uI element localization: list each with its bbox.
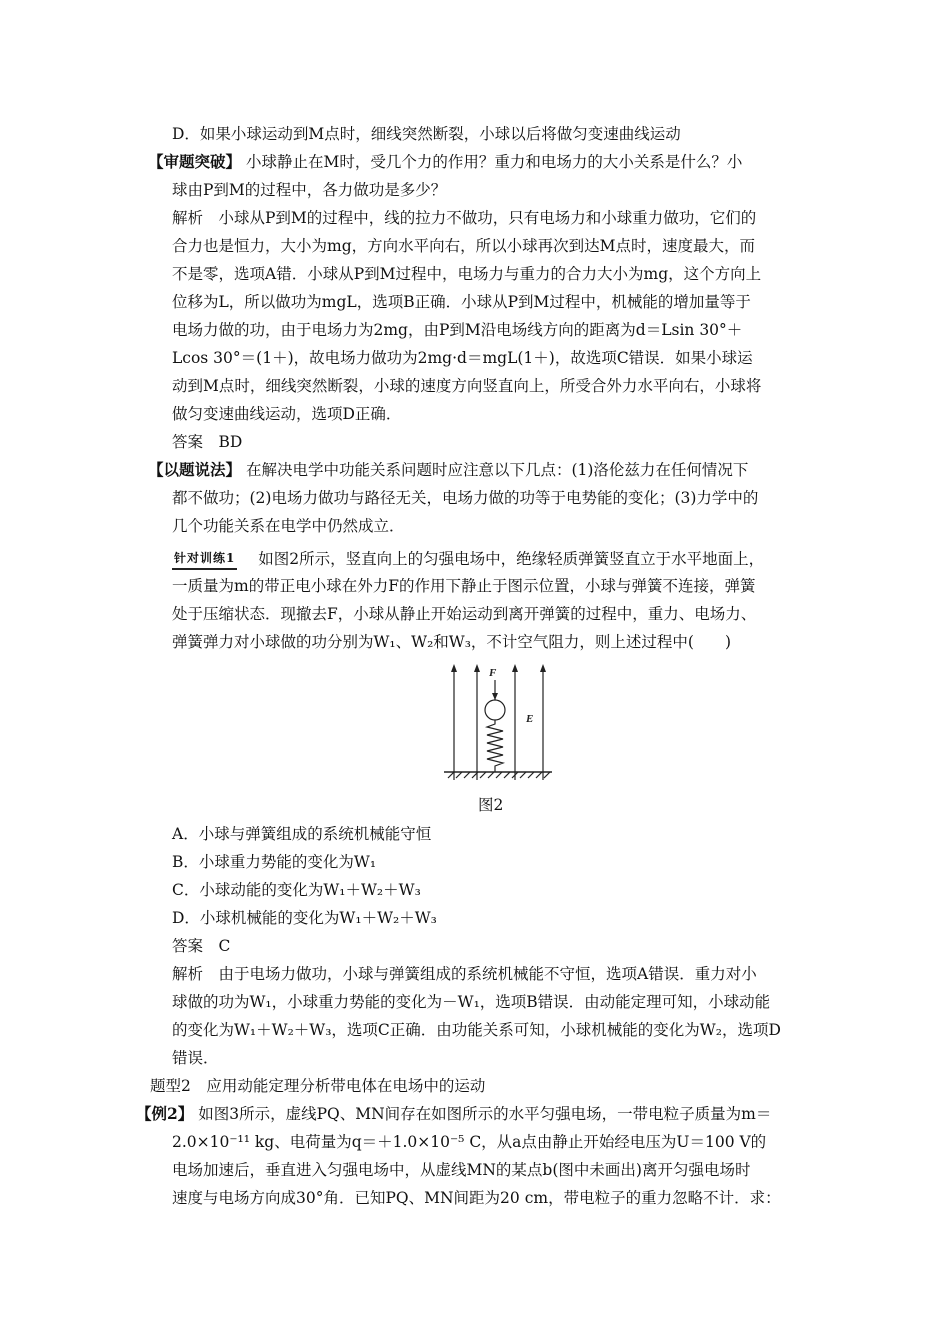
choice-b: B．小球重力势能的变化为W₁ xyxy=(172,853,377,871)
choice-c: C．小球动能的变化为W₁＋W₂＋W₃ xyxy=(172,881,421,899)
answer-1: 答案 BD xyxy=(172,433,243,451)
yiti-label: 【以题说法】 xyxy=(148,460,242,479)
example2-line-4: 速度与电场方向成30°角．已知PQ、MN间距为20 cm，带电粒子的重力忽略不计．求： xyxy=(172,1189,781,1207)
section-heading: 题型2 应用动能定理分析带电体在电场中的运动 xyxy=(150,1077,486,1095)
analysis-line-3: 不是零，选项A错．小球从P到M过程中，电场力与重力的合力大小为mg，这个方向上 xyxy=(172,265,762,283)
shenti-line-1 xyxy=(148,152,742,172)
option-d: D．如果小球运动到M点时，细线突然断裂，小球以后将做匀变速曲线运动 xyxy=(172,125,681,143)
analysis2-line-3: 的变化为W₁＋W₂＋W₃，选项C正确．由功能关系可知，小球机械能的变化为W₂，选项D xyxy=(172,1021,781,1039)
example2-text: 如图3所示，虚线PQ、MN间存在如图所示的水平匀强电场，一带电粒子质量为m＝ xyxy=(198,1105,772,1123)
analysis2-line-1: 解析 由于电场力做功，小球与弹簧组成的系统机械能不守恒，选项A错误．重力对小 xyxy=(172,965,757,983)
example2-label: 【例2】 xyxy=(136,1104,194,1123)
analysis-line-6: Lcos 30°＝(1＋)，故电场力做功为2mg·d＝mgL(1＋)，故选项C错误．如果小球运 xyxy=(172,349,753,367)
training-line-2: 一质量为m的带正电小球在外力F的作用下静止于图示位置，小球与弹簧不连接，弹簧 xyxy=(172,577,756,595)
training-line-1 xyxy=(172,548,764,570)
yiti-line-2: 都不做功；(2)电场力做功与路径无关，电场力做的功等于电势能的变化；(3)力学中的 xyxy=(172,489,759,507)
figure-2-spring-diagram xyxy=(440,660,560,788)
yiti-line-1 xyxy=(148,460,748,480)
analysis2-line-4: 错误． xyxy=(172,1049,219,1067)
training-line-3: 处于压缩状态．现撤去F，小球从静止开始运动到离开弹簧的过程中，重力、电场力、 xyxy=(172,605,757,623)
choice-d: D．小球机械能的变化为W₁＋W₂＋W₃ xyxy=(172,909,437,927)
field-label: E xyxy=(526,713,534,725)
analysis-line-2: 合力也是恒力，大小为mg，方向水平向右，所以小球再次到达M点时，速度最大，而 xyxy=(172,237,755,255)
choice-a: A．小球与弹簧组成的系统机械能守恒 xyxy=(172,825,432,843)
analysis-line-5: 电场力做的功，由于电场力为2mg，由P到M沿电场线方向的距离为d＝Lsin 30°＋ xyxy=(172,321,743,339)
analysis-line-8: 做匀变速曲线运动，选项D正确． xyxy=(172,405,402,423)
force-label: F xyxy=(489,667,497,679)
answer-2: 答案 C xyxy=(172,937,231,955)
shenti-line-2: 球由P到M的过程中，各力做功是多少？ xyxy=(172,181,447,199)
example2-line-1 xyxy=(136,1104,771,1124)
analysis-line-4: 位移为L，所以做功为mgL，选项B正确．小球从P到M过程中，机械能的增加量等于 xyxy=(172,293,751,311)
training-line-4: 弹簧弹力对小球做的功分别为W₁、W₂和W₃，不计空气阻力，则上述过程中( ) xyxy=(172,633,732,651)
yiti-line-3: 几个功能关系在电学中仍然成立． xyxy=(172,517,405,535)
analysis2-line-2: 球做的功为W₁，小球重力势能的变化为－W₁，选项B错误．由动能定理可知，小球动能 xyxy=(172,993,771,1011)
example2-line-3: 电场加速后，垂直进入匀强电场中，从虚线MN的某点b(图中未画出)离开匀强电场时 xyxy=(172,1161,751,1179)
analysis-line-1: 解析 小球从P到M的过程中，线的拉力不做功，只有电场力和小球重力做功，它们的 xyxy=(172,209,757,227)
training-text: 如图2所示，竖直向上的匀强电场中，绝缘轻质弹簧竖直立于水平地面上， xyxy=(258,550,765,568)
shenti-text: 小球静止在M时，受几个力的作用？重力和电场力的大小关系是什么？小 xyxy=(245,153,743,171)
analysis-line-7: 动到M点时，细线突然断裂，小球的速度方向竖直向上，所受合外力水平向右，小球将 xyxy=(172,377,762,395)
training-badge: 针对训练1 xyxy=(172,548,237,570)
yiti-text: 在解决电学中功能关系问题时应注意以下几点：(1)洛伦兹力在任何情况下 xyxy=(245,461,749,479)
example2-line-2: 2.0×10⁻¹¹ kg、电荷量为q＝＋1.0×10⁻⁵ C，从a点由静止开始经电压为U＝100 V的 xyxy=(172,1133,767,1151)
figure-caption: 图2 xyxy=(478,796,504,814)
shenti-label: 【审题突破】 xyxy=(148,152,242,171)
